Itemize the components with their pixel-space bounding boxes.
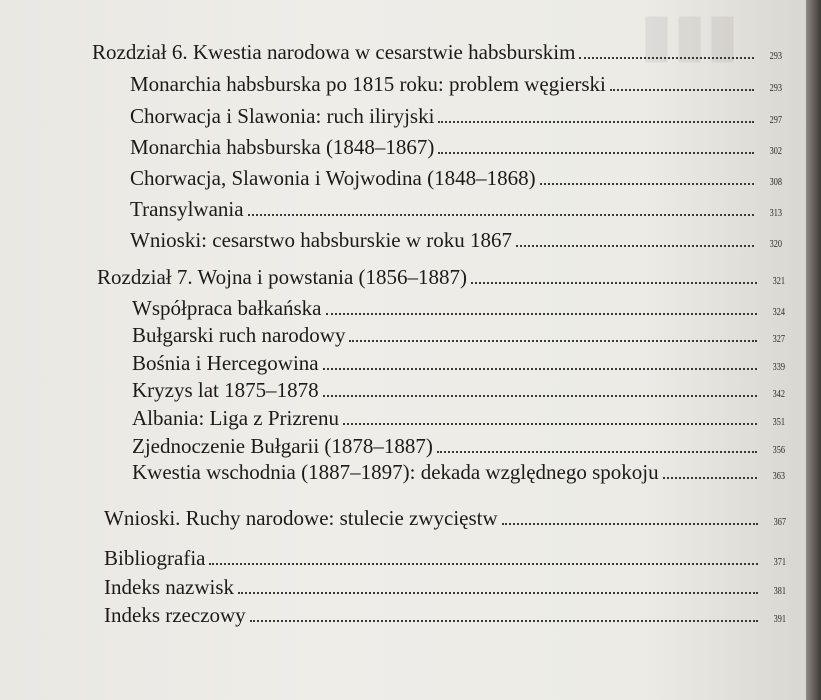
dot-leader xyxy=(250,620,758,622)
dot-leader xyxy=(323,368,757,370)
toc-entry xyxy=(130,228,782,253)
toc-page-number: 391 xyxy=(773,613,786,625)
toc-entry-title: Rozdział 6. Kwestia narodowa w cesarstwie habsburskim xyxy=(92,40,576,64)
toc-page-number: 293 xyxy=(769,82,782,94)
toc-chapter-7 xyxy=(97,265,785,290)
dot-leader xyxy=(610,89,754,91)
toc-page-number: 363 xyxy=(772,470,785,482)
toc-entry xyxy=(130,72,782,97)
dot-leader xyxy=(326,313,757,315)
toc-page-number: 342 xyxy=(772,388,785,400)
dot-leader xyxy=(471,282,757,284)
toc-entry xyxy=(132,296,785,321)
toc-entry-title: Wnioski: cesarstwo habsburskie w roku 1867 xyxy=(130,228,513,252)
toc-entry xyxy=(132,323,785,348)
dot-leader xyxy=(540,183,754,185)
toc-page-number: 308 xyxy=(769,176,782,188)
toc-page-number: 302 xyxy=(769,145,782,157)
toc-entry xyxy=(130,135,782,160)
toc-page-number: 381 xyxy=(773,585,786,597)
toc-entry xyxy=(132,351,785,376)
toc-entry-title: Indeks nazwisk xyxy=(104,575,235,599)
toc-entry-title: Monarchia habsburska (1848–1867) xyxy=(130,135,435,159)
toc-page-number: 351 xyxy=(772,416,785,428)
toc-entry-title: Bułgarski ruch narodowy xyxy=(132,323,346,347)
toc-entry-title: Albania: Liga z Prizrenu xyxy=(132,406,340,430)
toc-conclusions xyxy=(104,506,786,531)
toc-page-number: 367 xyxy=(773,516,786,528)
toc-entry-title: Chorwacja, Slawonia i Wojwodina (1848–1868) xyxy=(130,166,536,190)
toc-entry xyxy=(130,166,782,191)
dot-leader xyxy=(343,423,757,425)
toc-entry-title: Kwestia wschodnia (1887–1897): dekada względnego spokoju xyxy=(132,460,659,484)
dot-leader xyxy=(209,563,758,565)
dot-leader xyxy=(323,395,757,397)
toc-entry-title: Wnioski. Ruchy narodowe: stulecie zwycięstw xyxy=(104,506,498,530)
toc-bibliography xyxy=(104,546,786,571)
toc-entry-title: Kryzys lat 1875–1878 xyxy=(132,378,319,402)
toc-page-number: 297 xyxy=(769,114,782,126)
toc-entry xyxy=(132,378,785,403)
toc-page-number: 339 xyxy=(772,361,785,373)
toc-page-number: 313 xyxy=(769,207,782,219)
dot-leader xyxy=(438,152,754,154)
dot-leader xyxy=(579,57,754,59)
dot-leader xyxy=(248,214,754,216)
toc-entry xyxy=(132,460,785,485)
toc-entry-title: Indeks rzeczowy xyxy=(104,603,246,627)
dot-leader xyxy=(502,523,758,525)
toc-subject-index xyxy=(104,603,786,628)
toc-entry-title: Transylwania xyxy=(130,197,244,221)
dot-leader xyxy=(438,121,754,123)
toc-entry xyxy=(132,406,785,431)
dot-leader xyxy=(349,340,757,342)
toc-page-number: 293 xyxy=(769,50,782,62)
toc-entry-title: Rozdział 7. Wojna i powstania (1856–1887) xyxy=(97,265,468,289)
toc-entry-title: Zjednoczenie Bułgarii (1878–1887) xyxy=(132,434,433,458)
dot-leader xyxy=(516,245,754,247)
toc-page-number: 321 xyxy=(772,275,785,287)
book-spine-edge xyxy=(806,0,821,700)
toc-entry xyxy=(132,434,785,459)
toc-page-number: 356 xyxy=(772,444,785,456)
toc-chapter-6 xyxy=(92,40,782,65)
toc-entry xyxy=(130,197,782,222)
dot-leader xyxy=(238,592,758,594)
toc-entry-title: Monarchia habsburska po 1815 roku: problem węgierski xyxy=(130,72,606,96)
toc-entry xyxy=(130,104,782,129)
toc-entry-title: Bibliografia xyxy=(104,546,206,570)
toc-entry-title: Współpraca bałkańska xyxy=(132,296,322,320)
show-through-mark: ▮▮▮ xyxy=(640,2,740,68)
toc-entry-title: Chorwacja i Slawonia: ruch iliryjski xyxy=(130,104,435,128)
dot-leader xyxy=(663,477,757,479)
toc-page-number: 371 xyxy=(773,556,786,568)
toc-page-number: 324 xyxy=(772,306,785,318)
toc-entry-title: Bośnia i Hercegowina xyxy=(132,351,319,375)
toc-page-number: 327 xyxy=(772,333,785,345)
toc-name-index xyxy=(104,575,786,600)
dot-leader xyxy=(437,451,757,453)
toc-page-number: 320 xyxy=(769,238,782,250)
